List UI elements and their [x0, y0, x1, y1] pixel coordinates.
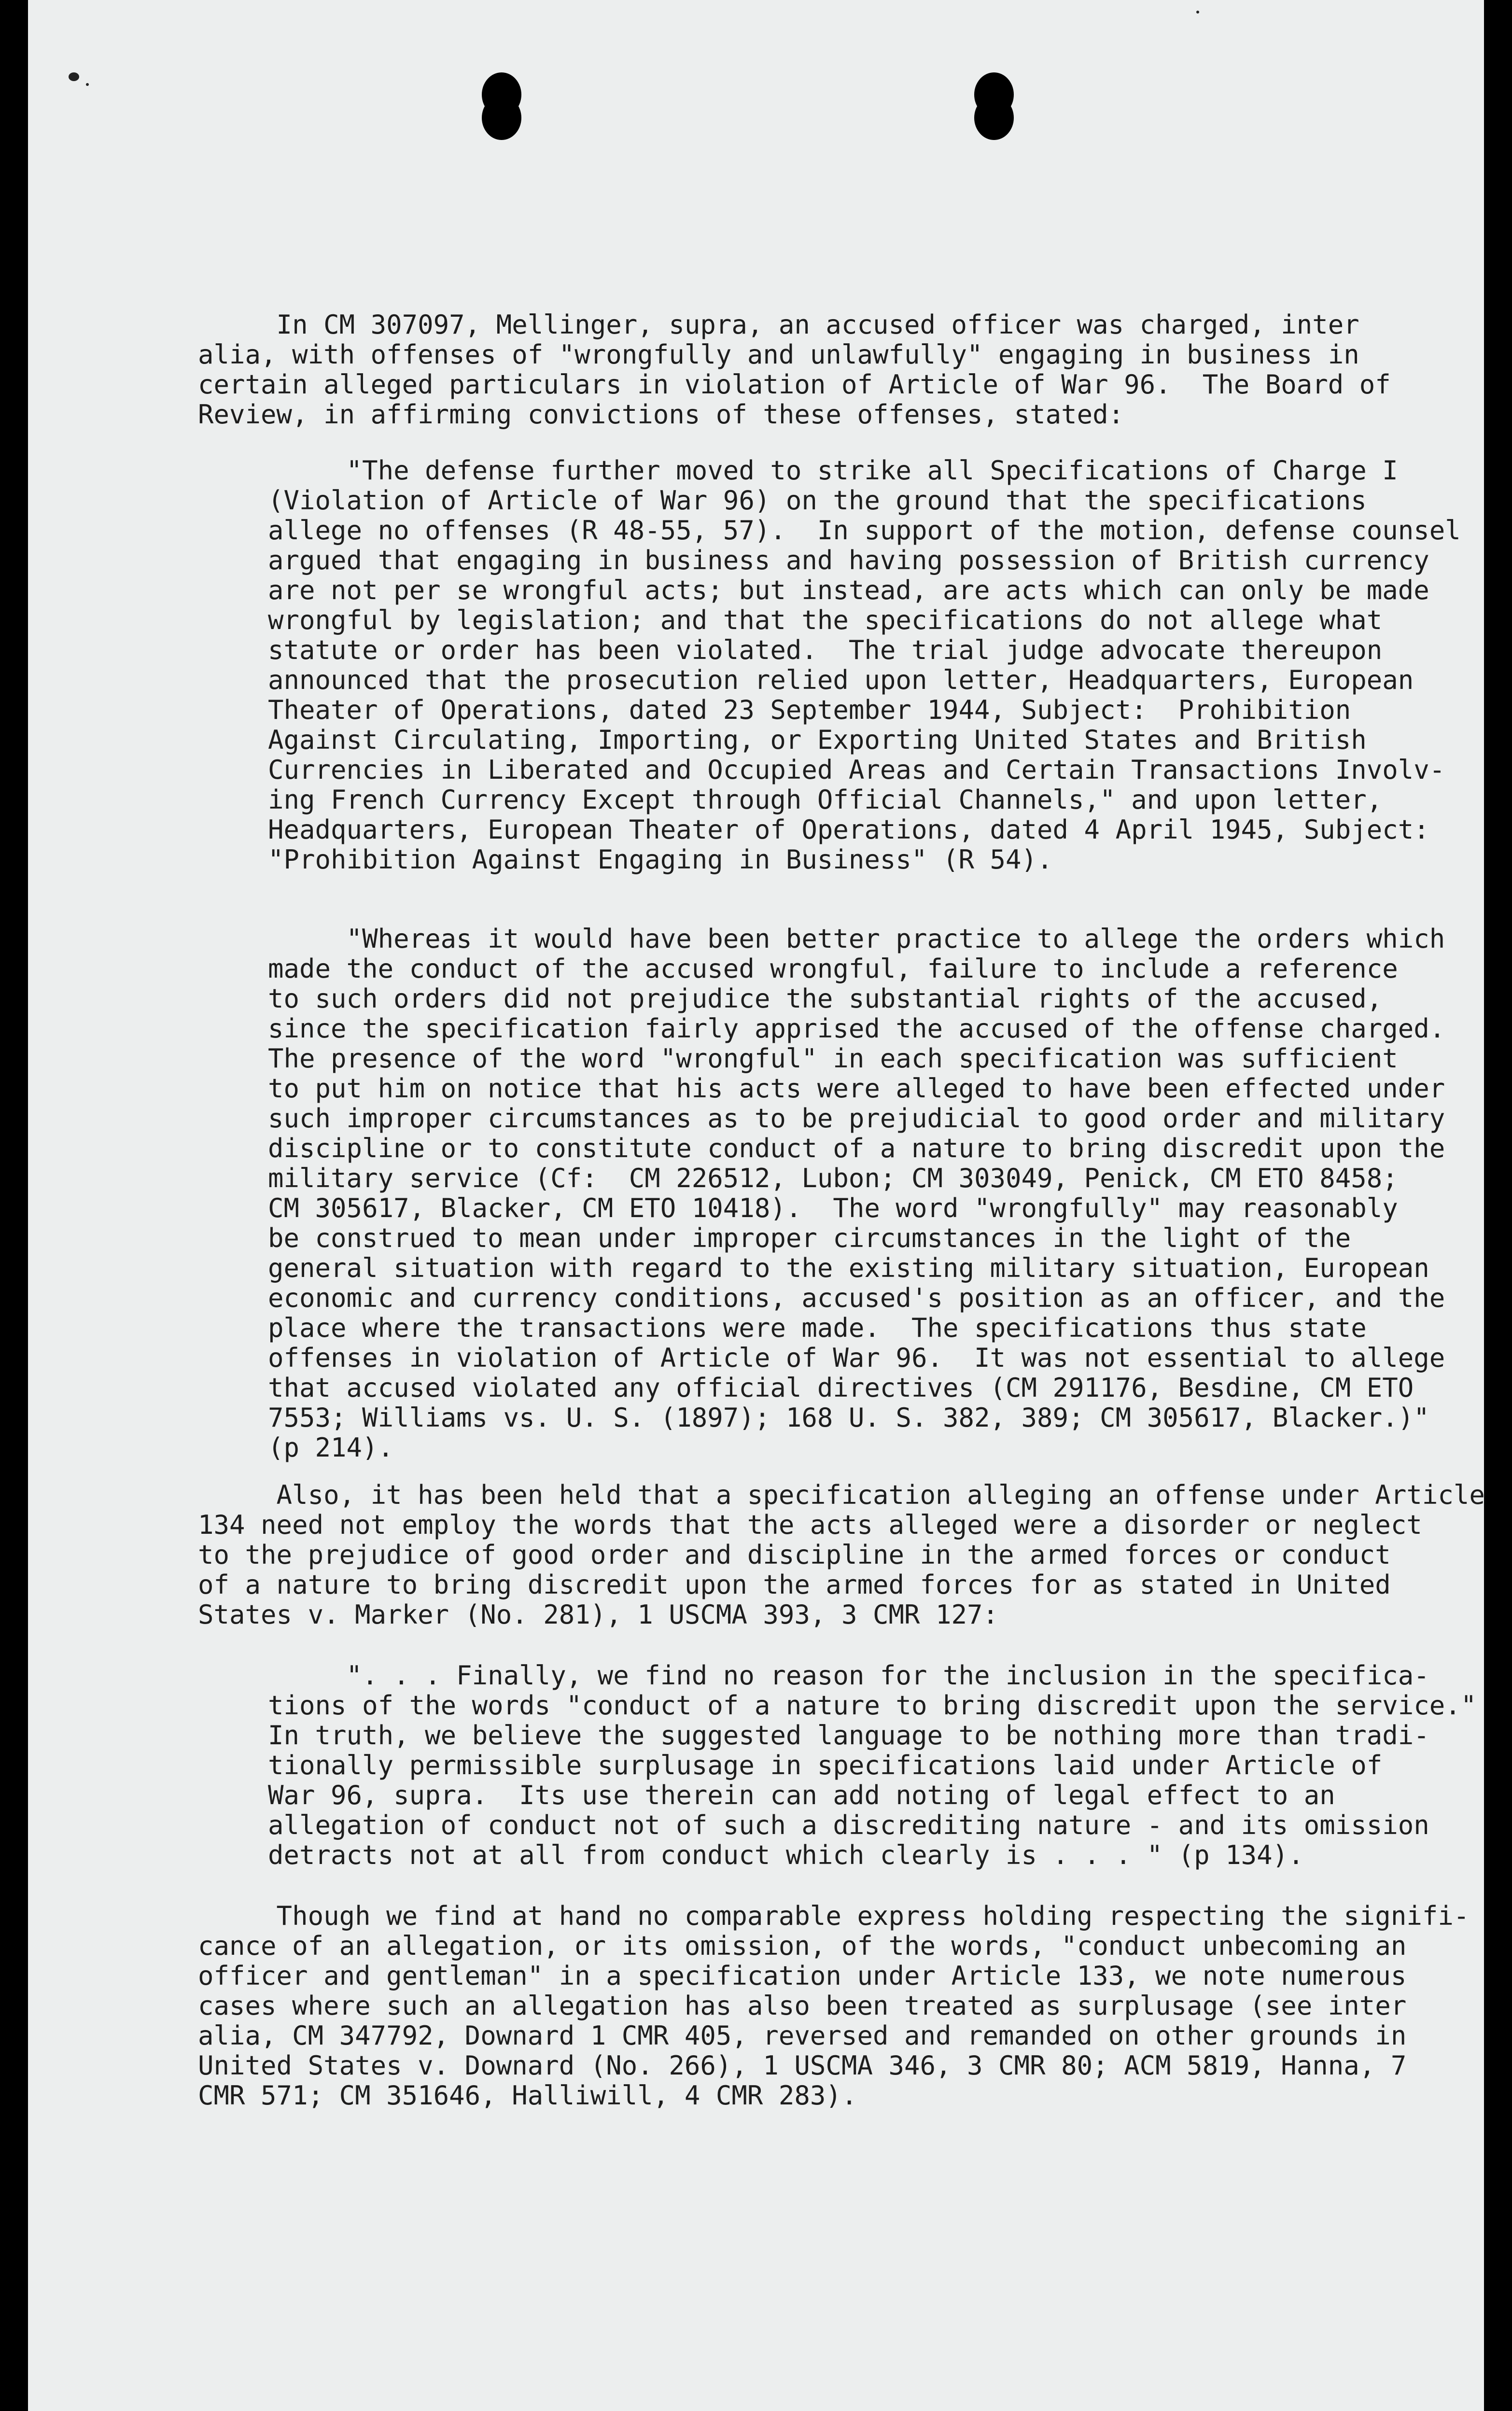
text-line: CMR 571; CM 351646, Halliwill, 4 CMR 283). — [198, 2080, 857, 2111]
text-line: 7553; Williams vs. U. S. (1897); 168 U. S. 382, 389; CM 305617, Blacker.)" — [268, 1402, 1429, 1433]
text-line: wrongful by legislation; and that the specifications do not allege what — [268, 605, 1383, 635]
text-line: to put him on notice that his acts were alleged to have been effected under — [268, 1073, 1445, 1104]
text-line: cance of an allegation, or its omission, of the words, "conduct unbecoming an — [198, 1931, 1407, 1961]
text-line: argued that engaging in business and having possession of British currency — [268, 545, 1429, 575]
paragraph-intro — [198, 310, 1391, 430]
text-line: officer and gentleman" in a specification under Article 133, we note numerous — [198, 1961, 1407, 1991]
text-line: alia, with offenses of "wrongfully and unlawfully" engaging in business in — [198, 339, 1359, 370]
text-line: United States v. Downard (No. 266), 1 USCMA 346, 3 CMR 80; ACM 5819, Hanna, 7 — [198, 2050, 1407, 2081]
text-line: The presence of the word "wrongful" in each specification was sufficient — [268, 1043, 1398, 1074]
text-line: Also, it has been held that a specification alleging an offense under Article — [198, 1480, 1485, 1510]
text-line: general situation with regard to the existing military situation, European — [268, 1253, 1429, 1283]
text-line: economic and currency conditions, accused's position as an officer, and the — [268, 1283, 1445, 1313]
scan-speck-mark — [86, 83, 89, 86]
paragraph-though — [198, 1901, 1469, 2111]
text-line: such improper circumstances as to be prejudicial to good order and military — [268, 1103, 1445, 1134]
text-line: 134 need not employ the words that the acts alleged were a disorder or neglect — [198, 1510, 1422, 1540]
text-line: (Violation of Article of War 96) on the ground that the specifications — [268, 485, 1367, 516]
text-line: certain alleged particulars in violation of Article of War 96. The Board of — [198, 369, 1391, 400]
text-line: (p 214). — [268, 1432, 394, 1463]
text-line: allegation of conduct not of such a discrediting nature - and its omission — [268, 1810, 1429, 1840]
text-line: "Whereas it would have been better practice to allege the orders which — [268, 924, 1445, 954]
text-line: tions of the words "conduct of a nature to bring discredit upon the service." — [268, 1690, 1477, 1721]
scan-speck-mark — [69, 72, 79, 81]
text-line: Against Circulating, Importing, or Exporting United States and British — [268, 725, 1367, 755]
text-line: offenses in violation of Article of War 96. It was not essential to allege — [268, 1343, 1445, 1373]
text-line: Review, in affirming convictions of these offenses, stated: — [198, 399, 1124, 430]
binder-hole-right-lower — [974, 96, 1014, 140]
text-line: be construed to mean under improper circumstances in the light of the — [268, 1223, 1351, 1253]
text-line: detracts not at all from conduct which clearly is . . . " (p 134). — [268, 1840, 1304, 1870]
text-line: military service (Cf: CM 226512, Lubon; CM 303049, Penick, CM ETO 8458; — [268, 1163, 1398, 1193]
text-line: to such orders did not prejudice the substantial rights of the accused, — [268, 983, 1383, 1014]
text-line: of a nature to bring discredit upon the armed forces for as stated in United — [198, 1570, 1391, 1600]
text-line: discipline or to constitute conduct of a nature to bring discredit upon the — [268, 1133, 1445, 1163]
text-line: CM 305617, Blacker, CM ETO 10418). The word "wrongfully" may reasonably — [268, 1193, 1398, 1223]
text-line: States v. Marker (No. 281), 1 USCMA 393, 3 CMR 127: — [198, 1599, 999, 1630]
text-line: statute or order has been violated. The trial judge advocate thereupon — [268, 635, 1383, 665]
text-line: since the specification fairly apprised the accused of the offense charged. — [268, 1013, 1445, 1044]
text-line: Theater of Operations, dated 23 September 1944, Subject: Prohibition — [268, 695, 1351, 725]
text-line: "Prohibition Against Engaging in Business" (R 54). — [268, 844, 1053, 875]
text-line: place where the transactions were made. The specifications thus state — [268, 1313, 1367, 1343]
quote-defense-motion — [268, 456, 1461, 875]
binder-hole-left-lower — [482, 96, 521, 140]
text-line: In CM 307097, Mellinger, supra, an accused officer was charged, inter — [198, 309, 1359, 340]
text-line: announced that the prosecution relied upon letter, Headquarters, European — [268, 665, 1414, 695]
scan-speck-mark — [1196, 11, 1199, 14]
quote-finally — [268, 1661, 1476, 1870]
text-line: ". . . Finally, we find no reason for the inclusion in the specifica- — [268, 1660, 1429, 1691]
text-line: War 96, supra. Its use therein can add noting of legal effect to an — [268, 1780, 1335, 1810]
text-line: "The defense further moved to strike all Specifications of Charge I — [268, 455, 1398, 486]
text-line: to the prejudice of good order and discipline in the armed forces or conduct — [198, 1540, 1391, 1570]
text-line: made the conduct of the accused wrongful, failure to include a reference — [268, 953, 1398, 984]
text-line: that accused violated any official directives (CM 291176, Besdine, CM ETO — [268, 1373, 1414, 1403]
text-line: ing French Currency Except through Official Channels," and upon letter, — [268, 785, 1383, 815]
text-line: cases where such an allegation has also been treated as surplusage (see inter — [198, 1990, 1407, 2021]
text-line: alia, CM 347792, Downard 1 CMR 405, reversed and remanded on other grounds in — [198, 2020, 1407, 2051]
text-line: Though we find at hand no comparable express holding respecting the signifi- — [198, 1901, 1470, 1931]
text-line: are not per se wrongful acts; but instead, are acts which can only be made — [268, 575, 1429, 605]
text-line: Headquarters, European Theater of Operations, dated 4 April 1945, Subject: — [268, 814, 1429, 845]
text-line: In truth, we believe the suggested language to be nothing more than tradi- — [268, 1720, 1429, 1751]
text-line: Currencies in Liberated and Occupied Areas and Certain Transactions Involv- — [268, 755, 1445, 785]
paragraph-also-held — [198, 1480, 1485, 1630]
text-line: tionally permissible surplusage in specifications laid under Article of — [268, 1750, 1383, 1780]
quote-whereas — [268, 924, 1445, 1463]
text-line: allege no offenses (R 48-55, 57). In support of the motion, defense counsel — [268, 515, 1461, 546]
